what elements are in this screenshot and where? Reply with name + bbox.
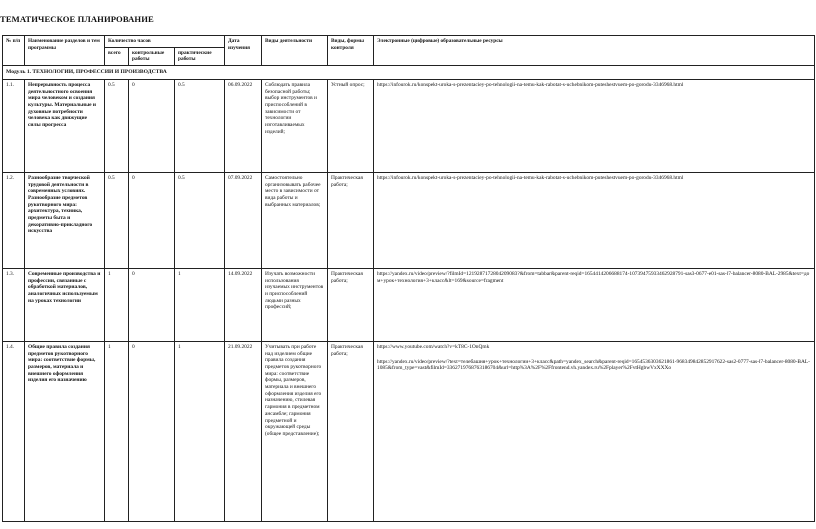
row-num: 1.3.: [3, 268, 25, 341]
header-num: № п/п: [3, 36, 25, 66]
header-practical: практические работы: [175, 47, 225, 65]
row-practical: 0.5: [175, 79, 225, 172]
row-control: 0: [129, 172, 175, 268]
row-total: 0.5: [105, 172, 129, 268]
row-date: 06.09.2022: [225, 79, 262, 172]
header-control: контрольные работы: [129, 47, 175, 65]
row-practical: 1: [175, 268, 225, 341]
row-num: 1.1.: [3, 79, 25, 172]
row-activity: Соблюдать правила безопасной работы; выбор инструментов и приспособлений в зависимости от технологии изготавливаемых изделий;: [262, 79, 328, 172]
row-topic: Современные производства и профессии, связанные с обработкой материалов, аналогичных используемым на уроках технологии: [25, 268, 105, 341]
row-topic: Непрерывность процесса деятельностного освоения мира человеком и создания культуры. Материальные и духовные потребности человека как движущие силы прогресса: [25, 79, 105, 172]
row-topic: Разнообразие творческой трудовой деятельности в современных условиях. Разнообразие предметов рукотворного мира: архитектура, техника, предметы быта и декоративно-прикладного искусства: [25, 172, 105, 268]
table-row: [3, 79, 815, 172]
resource-link[interactable]: https://infourok.ru/konspekt-uroka-s-prezentaciey-po-tehnologii-na-temu-kak-rabotat-s-uchebnikom-puteshestvuem-po-gorodu-3346968.html: [374, 172, 815, 268]
row-control: 0: [129, 341, 175, 521]
resource-link[interactable]: https://yandex.ru/video/preview/?text=телебашня+урок+технологии+3+класс&path=yandex_search&parent-reqid=1654536303621861-968349842852917622-sas2-0777-sas-l7-balancer-8080-BAL-1085&from_type=vast&filmId=3362719768763186704&url=http%3A%2F%2Ffrontend.vh.yandex.ru%2Fplayer%2FvtHgbwVxXXXo: [377, 358, 810, 372]
resource-link[interactable]: https://infourok.ru/konspekt-uroka-s-prezentaciey-po-tehnologii-na-temu-kak-rabotat-s-uchebnikom-puteshestvuem-po-gorodu-3346968.html: [374, 79, 815, 172]
row-date: 07.09.2022: [225, 172, 262, 268]
row-topic: Общие правила создания предметов рукотворного мира: соответствие формы, размеров, материала и внешнего оформления изделия его назначению: [25, 341, 105, 521]
header-control-form: Виды, формы контроля: [328, 36, 374, 66]
row-control-form: Практическая работа;: [328, 172, 374, 268]
row-date: 14.09.2022: [225, 268, 262, 341]
header-hours: Количество часов: [105, 36, 225, 48]
document-title: ТЕМАТИЧЕСКОЕ ПЛАНИРОВАНИЕ: [0, 14, 154, 24]
table-row: [3, 341, 815, 521]
row-num: 1.2.: [3, 172, 25, 268]
table-row: [3, 268, 815, 341]
row-total: 1: [105, 268, 129, 341]
header-total: всего: [105, 47, 129, 65]
table-row: [3, 172, 815, 268]
header-topic: Наименование разделов и тем программы: [25, 36, 105, 66]
row-control-form: Практическая работа;: [328, 341, 374, 521]
resource-link[interactable]: https://www.youtube.com/watch?v=kT8C-1OnQmk: [377, 343, 490, 350]
module-title: Модуль 1. ТЕХНОЛОГИИ, ПРОФЕССИИ И ПРОИЗВОДСТВА: [3, 66, 815, 80]
resource-link[interactable]: https://yandex.ru/video/preview/?filmId=1219287172804209083?&from=tabbar&parent-reqid=1654414206688174-10739475933462928791-sas3-0677-e01-sas-l7-balancer-8080-BAL-2985&text=дом+урок+технология+3+класс&lt=169&source=fragment: [374, 268, 815, 341]
row-activity: Учитывать при работе над изделием общие правила создания предметов рукотворного мира: соответствие формы, размеров, материала и внешнего оформления изделия его назначению, стилевая гармония в предметном ансамбле; гармония предметной и окружающей среды (общее представление);: [262, 341, 328, 521]
row-practical: 0.5: [175, 172, 225, 268]
row-total: 0.5: [105, 79, 129, 172]
row-control-form: Практическая работа;: [328, 268, 374, 341]
row-control: 0: [129, 268, 175, 341]
row-practical: 1: [175, 341, 225, 521]
row-activity: Самостоятельно организовывать рабочее место в зависимости от вида работы и выбранных материалов;: [262, 172, 328, 268]
row-total: 1: [105, 341, 129, 521]
header-date: Дата изучения: [225, 36, 262, 66]
header-activity: Виды деятельности: [262, 36, 328, 66]
resource-links: [374, 341, 815, 521]
planning-table: [2, 35, 815, 522]
row-date: 21.09.2022: [225, 341, 262, 521]
row-num: 1.4.: [3, 341, 25, 521]
row-control-form: Устный опрос;: [328, 79, 374, 172]
row-control: 0: [129, 79, 175, 172]
row-activity: Изучать возможности использования изучаемых инструментов и приспособлений людьми разных профессий;: [262, 268, 328, 341]
header-resources: Электронные (цифровые) образовательные ресурсы: [374, 36, 815, 66]
